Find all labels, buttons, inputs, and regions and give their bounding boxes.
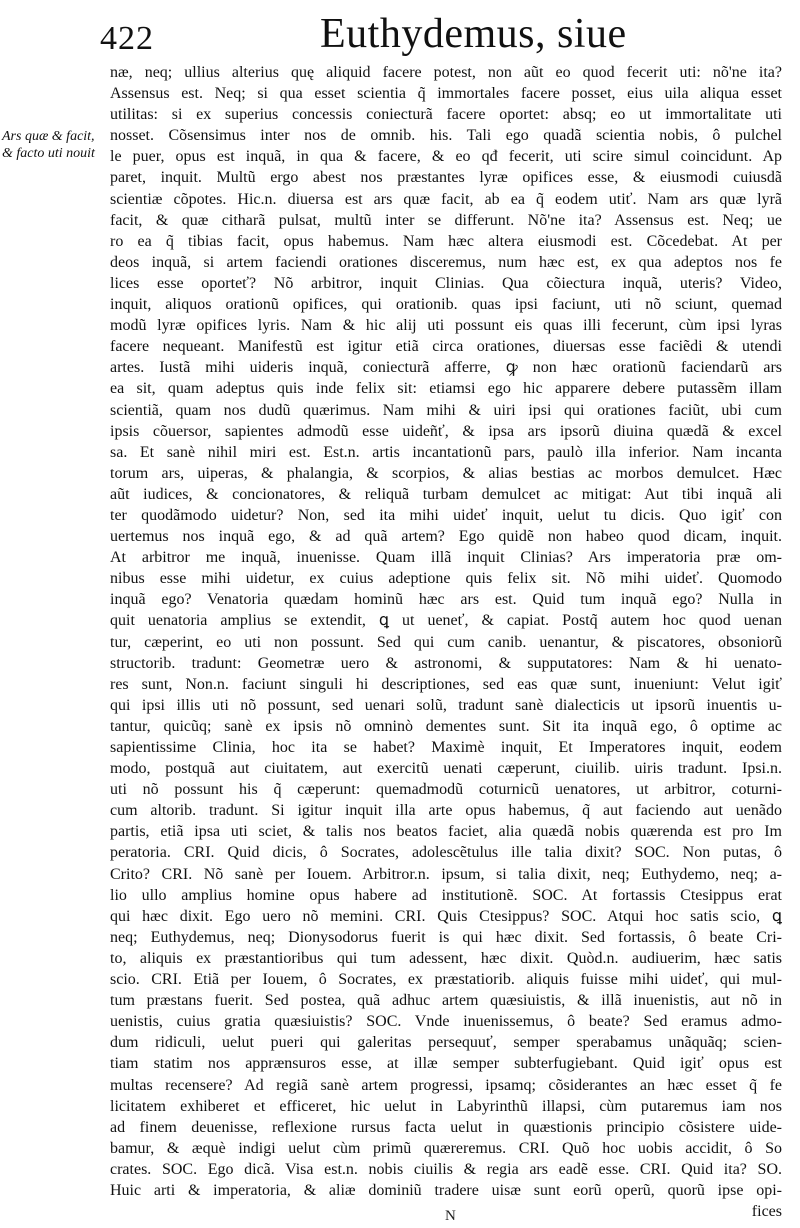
- text-line: modo, postquã aut ciuitatem, aut exercitũ uenati cæperunt, ciuilib. uiris tradunt. Ipsi.n.: [110, 760, 782, 778]
- text-line: torum ars, uiperas, & phalangia, & scorpios, & alias bestias ac morbos demulcet. Hæc: [110, 464, 782, 482]
- text-line: le puer, opus est inquã, in qua & facere, & eo qđ fecerit, uti scire simul coincidunt. Ap: [110, 148, 782, 166]
- text-line: dum ridiculi, uelut pueri qui galeritas persequuť, semper sperabamus unãquãq; scien-: [110, 1034, 782, 1052]
- text-line: ro ea q̃ tibias facit, opus habemus. Nam hæc altera eiusmodi est. Cõcedebat. At per: [110, 232, 782, 250]
- margin-note: Ars quæ & facit, & facto uti nouit: [2, 129, 95, 161]
- text-line: tiam statim nos apprænsuros esse, at illæ semper subterfugiebant. Quid igiť opus est: [110, 1055, 782, 1073]
- text-line: tantur, quicũq; sanè ex ipsis nõ omninò dementes sunt. Sit ita inquã ego, ô optime ac: [110, 717, 782, 735]
- text-line: utilitas: si ex superius concessis coniecturã facere oportet: absq; eo ut immortalitate uti: [110, 106, 782, 124]
- text-line: to, aliquis ex præstantioribus qui tum adessent, hæc dixit. Quòd.n. audiuerim, hæc satis: [110, 949, 782, 967]
- text-line: nosset. Cõsensimus inter nos de omnib. his. Tali ego quadã scientia nobis, ô pulchel: [110, 127, 782, 145]
- text-line: bamur, & æquè indigi uelut cùm primũ quæreremus. CRI. Quõ hoc uobis accidit, ô So: [110, 1139, 782, 1157]
- text-line: modũ lyræ opifices lyris. Nam & hic alij uti possunt eis quas illi fecerunt, cùm ipsi lyras: [110, 317, 782, 335]
- text-line: ter quodãmodo uidetur? Non, sed ita mihi uideť inquit, uelut tu dicis. Quo igiť con: [110, 506, 782, 524]
- page-number: 422: [100, 20, 154, 57]
- text-line: scientiæ cõpotes. Hic.n. diuersa est ars quæ facit, ab ea q̃ eodem utiť. Nam ars quæ lyrã: [110, 190, 782, 208]
- text-line: ad finem deuenisse, reflexione rursus facta uelut in quæstionis principio cõsistere uide-: [110, 1118, 782, 1136]
- text-line: tum præstans fuerit. Sed postea, quã adhuc artem quæsiuistis, & illã inuenistis, aut nõ in: [110, 992, 782, 1010]
- text-line: scientiã, quam nos dudũ quærimus. Nam mihi & uiri ipsi qui orationes faciũt, ubi cum: [110, 401, 782, 419]
- text-line: cum altorib. tradunt. Si igitur inquit illa arte opus habemus, q̃ aut faciendo aut uenãdo: [110, 802, 782, 820]
- footer-signature: N: [445, 1208, 456, 1224]
- text-line: inquit, aliquos orationũ opifices, qui orationib. quas ipsi faciunt, uti nõ sciunt, quemad: [110, 296, 782, 314]
- text-line: ipsis cõuersor, sapientes admodũ esse uideñť, & ipsa ars ipsorũ diuina quædã & excel: [110, 422, 782, 440]
- text-line: aũt iudices, & concionatores, & reliquã turbam demulcet ac mitigat: Aut tibi inquã ali: [110, 485, 782, 503]
- text-line: uenistis, cuius gratia quæsiuistis? SOC. Vnde inuenissemus, ô beate? Sed eramus admo-: [110, 1013, 782, 1031]
- text-line: qui hæc dixit. Ego uero nõ memini. CRI. Quis Ctesippus? SOC. Atqui hoc satis scio, ꝗ: [110, 907, 782, 925]
- text-line: neq; Euthydemus, neq; Dionysodorus fuerit is qui hæc dixit. Sed fortassis, ô beate Cri-: [110, 928, 782, 946]
- text-line: facere nequeant. Manifestũ est igitur etiã circa orationes, diuersas esse faciẽdi & utendi: [110, 338, 782, 356]
- text-line: peratoria. CRI. Quid dicis, ô Socrates, adolescẽtulus ille talia dixit? SOC. Non putas, ô: [110, 844, 782, 862]
- text-line: inquã ego? Venatoria quædam hominũ hæc ars est. Quid tum inquã ego? Nulla in: [110, 591, 782, 609]
- text-line: paret, inquit. Multũ ergo abest nos præstantes lyræ opifices esse, & eiusmodi cuiusdã: [110, 169, 782, 187]
- text-line: deos inquã, si artem faciendi orationes disceremus, num hæc est, ex qua adeptos nos fe: [110, 253, 782, 271]
- text-line: uti nõ possunt his q̃ cæperunt: quemadmodũ coturnicũ uenatores, ut arbitror, coturni-: [110, 781, 782, 799]
- text-line: crates. SOC. Ego dicã. Visa est.n. nobis ciuilis & regia ars eadẽ esse. CRI. Quid ita? SO.: [110, 1160, 782, 1178]
- text-line: partis, etiã ipsa uti sciet, & talis nos beatos faciet, alia quædã nobis quærenda est pro Im: [110, 823, 782, 841]
- text-line: lices esse oporteť? Nõ arbitror, inquit Clinias. Qua cõiectura inquã, uteris? Video,: [110, 274, 782, 292]
- text-line: tur, cæperint, eo uti non possunt. Sed qui cum canib. uenantur, & piscatores, obsoniorũ: [110, 633, 782, 651]
- text-line: Crito? CRI. Nõ sanè per Iouem. Arbitror.n. ipsum, si talia dixit, neq; Euthydemo, neq; a-: [110, 865, 782, 883]
- text-line: facit, & quæ citharã pulsat, multũ inter se differunt. Nõ'ne ita? Assensus est. Neq; ue: [110, 211, 782, 229]
- text-line: structorib. tradunt: Geometræ uero & astronomi, & supputatores: Nam & hi uenato-: [110, 654, 782, 672]
- text-line: qui ipsi illis uti nõ possunt, sed uenari solũ, tradunt sanè dialecticis ut ipsorũ inuentis u-: [110, 696, 782, 714]
- text-line: At arbitror me inquã, inuenisse. Quam illã inquit Clinias? Ars imperatoria præ om-: [110, 549, 782, 567]
- text-line: sapientissime Clinia, hoc ita se habet? Maximè inquit, Et Imperatores inquit, eodem: [110, 739, 782, 756]
- text-line: licitatem exhiberet et efficeret, hic uelut in Labyrinthũ illapsi, cùm putaremus iam nos: [110, 1097, 782, 1115]
- catchword: fices: [751, 1203, 782, 1221]
- text-line: lio ullo amplius homine opus habere ad institutionẽ. SOC. At fortassis Ctesippus erat: [110, 886, 782, 904]
- text-line: Huic arti & imperatoria, & aliæ dominiũ tradere uisæ sunt eorũ operũ, quorũ ipse opi-: [110, 1181, 782, 1199]
- text-line: ea sit, quam adeptus quis inde felix sit: etiamsi ego hic apparere debere putassẽm illam: [110, 380, 782, 398]
- text-line: nibus esse mihi uidetur, ex cuius adeptione quis felix sit. Nõ mihi uideť. Quomodo: [110, 570, 782, 588]
- text-line: uertemus nos inquã ego, & ad quã artem? Ego quidẽ non habeo quod dicam, inquit.: [110, 528, 782, 546]
- text-line: artes. Iustã mihi uideris inquã, coniecturã afferre, ꝙ non hæc orationũ faciendarũ ars: [110, 359, 782, 377]
- body-text: [110, 62, 782, 1222]
- text-line: multas recensere? Ad regiã sanè artem progressi, ipsamq; cõsiderantes an hæc esset q̃ fe: [110, 1076, 782, 1094]
- text-line: res sunt, Non.n. faciunt singuli hi descriptiones, sed eas quæ sunt, inueniunt: Velut igiť: [110, 675, 782, 693]
- text-line: scio. CRI. Etiã per Iouem, ô Socrates, ex præstatiorib. aliquis fuisse mihi uideť, qui mul-: [110, 971, 782, 989]
- running-title: Euthydemus, siue: [320, 11, 627, 57]
- text-line: Assensus est. Neq; si qua esset scientia q̃ immortales facere posset, eius uila aliqua esset: [110, 85, 782, 103]
- text-line: sa. Et sanè nihil miri est. Est.n. artis incantationũ pars, paulò illa inferior. Nam incanta: [110, 443, 782, 461]
- text-line: quit uenatoria amplius se extendit, ꝗ ut ueneť, & capiat. Postq̃ autem hoc quod uenan: [110, 612, 782, 630]
- text-line: næ, neq; ullius alterius quę aliquid facere potest, non aũt eo quod fecerit uti: nõ'ne ita?: [110, 64, 782, 81]
